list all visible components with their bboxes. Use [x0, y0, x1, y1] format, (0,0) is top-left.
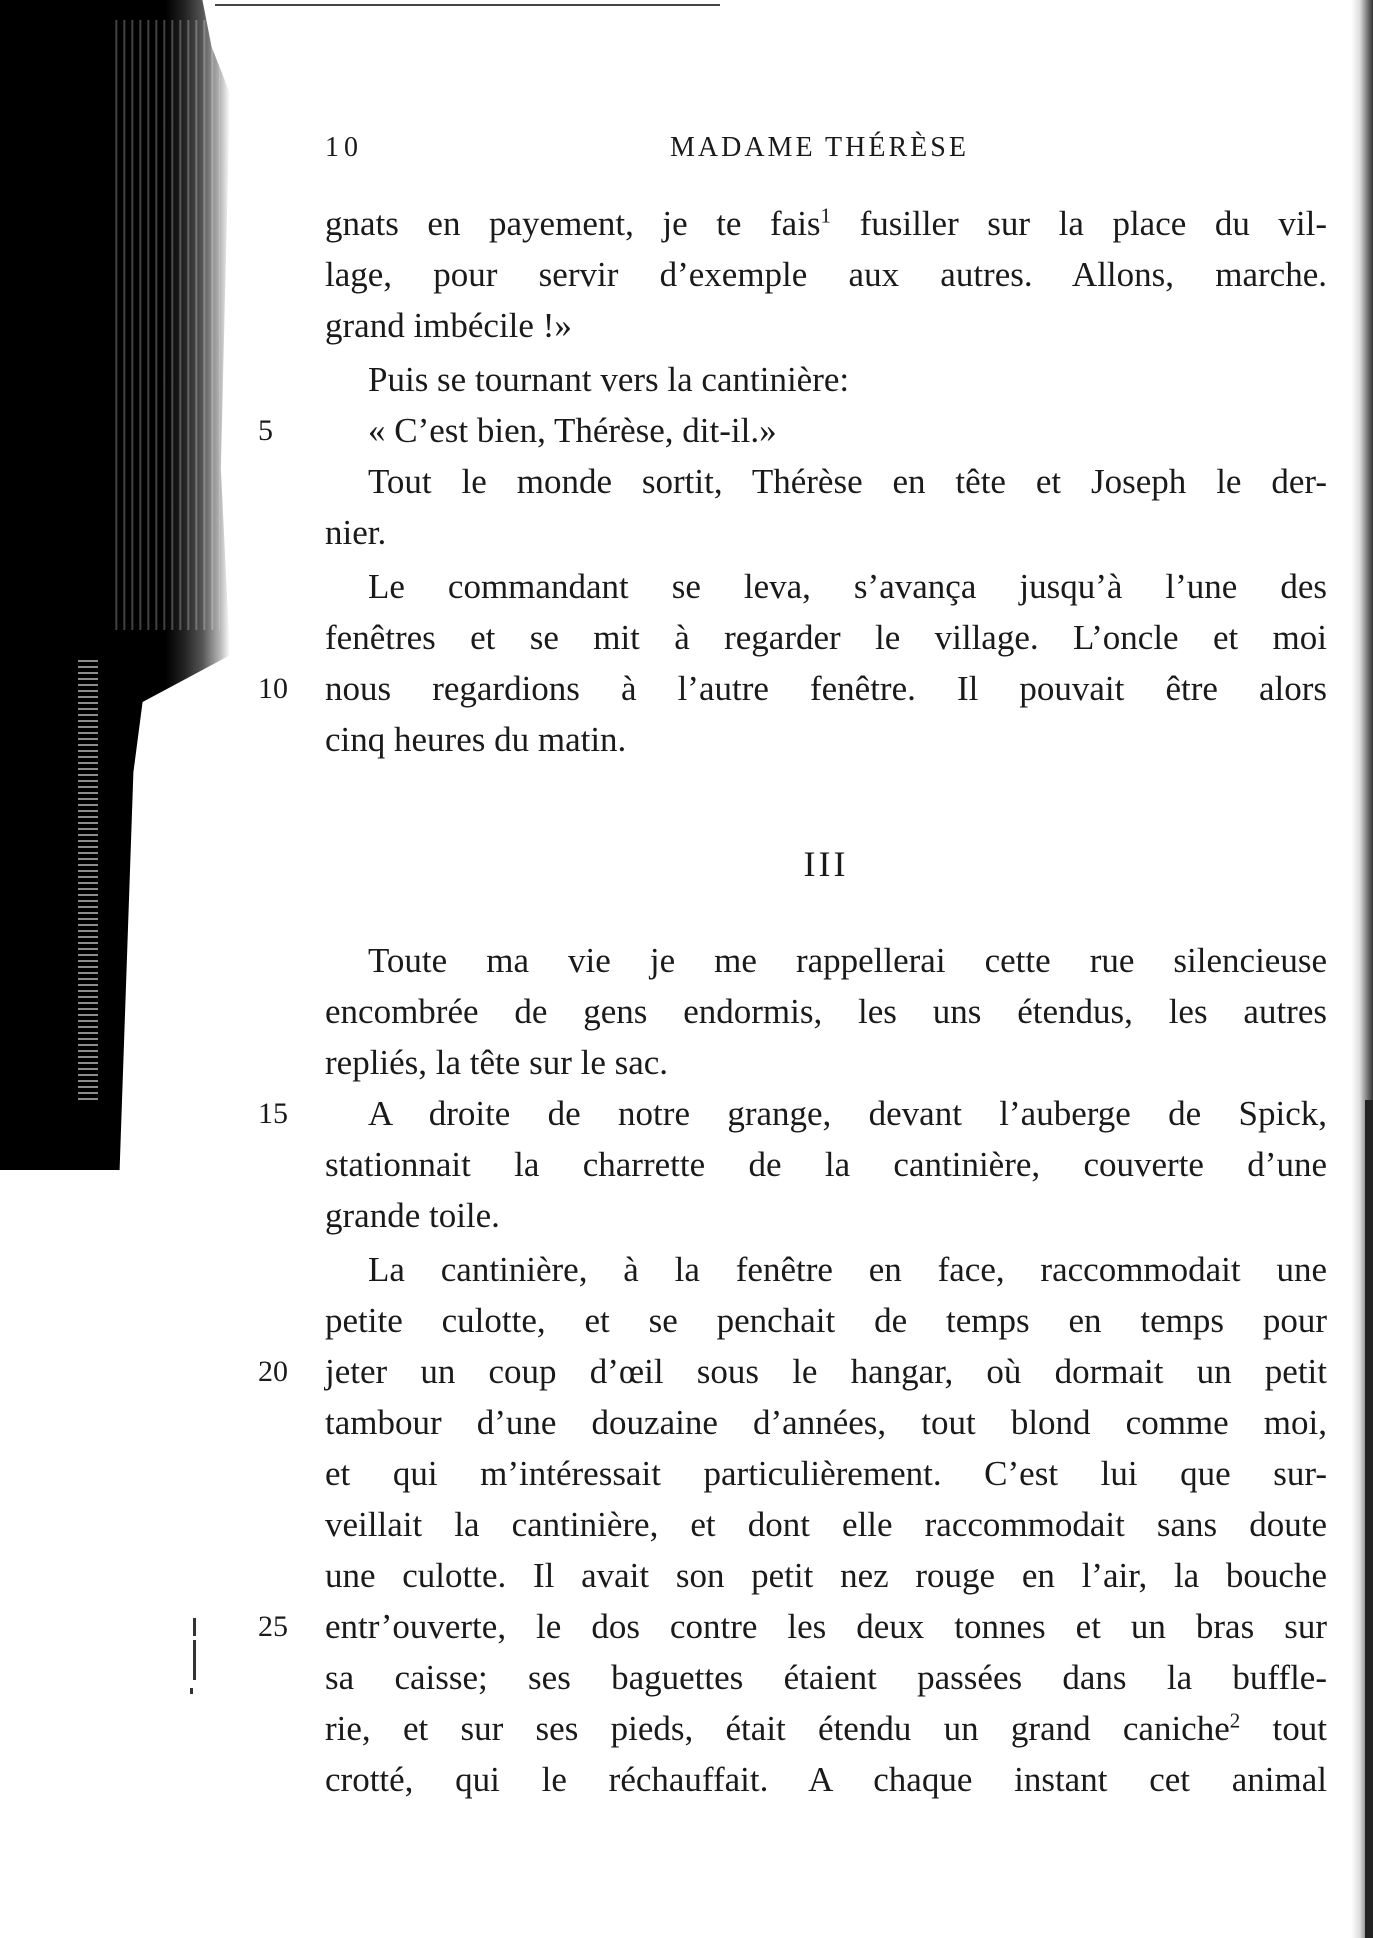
- text-line: stationnait la charrette de la cantinière, couverte d’une: [325, 1145, 1327, 1184]
- text-line: gnats en payement, je te fais$^1$ fusiller sur la place du vil-: [325, 203, 1327, 243]
- text-line: 15 A droite de notre grange, devant l’auberge de Spick,: [325, 1088, 1327, 1139]
- text-line: et qui m’intéressait particulièrement. C’est lui que sur-: [325, 1454, 1327, 1493]
- text-line: Toute ma vie je me rappellerai cette rue silencieuse: [368, 941, 1327, 980]
- page-number: 10: [325, 132, 363, 163]
- text-line: La cantinière, à la fenêtre en face, raccommodait une: [368, 1250, 1327, 1289]
- text-line: grande toile.: [325, 1196, 500, 1235]
- scan-specks: [190, 1618, 200, 1718]
- text-line: sa caisse; ses baguettes étaient passées dans la buffle-: [325, 1658, 1327, 1697]
- scan-right-edge-dark: [1365, 1100, 1373, 1938]
- line-number: 25: [258, 1610, 288, 1643]
- line-number: 10: [258, 672, 288, 705]
- text-line: grand imbécile !»: [325, 306, 572, 345]
- running-title: MADAME THÉRÈSE: [670, 132, 969, 163]
- text-line: 20 jeter un coup d’œil sous le hangar, où dormait un petit: [325, 1346, 1327, 1397]
- text-line: une culotte. Il avait son petit nez rouge en l’air, la bouche: [325, 1556, 1327, 1595]
- scan-spine-dots: [78, 660, 98, 1100]
- line-number: 15: [258, 1097, 288, 1130]
- text-line: encombrée de gens endormis, les uns étendus, les autres: [325, 992, 1327, 1031]
- text-line: fenêtres et se mit à regarder le village. L’oncle et moi: [325, 618, 1327, 657]
- text-line: veillait la cantinière, et dont elle raccommodait sans doute: [325, 1505, 1327, 1544]
- line-number: 5: [258, 414, 273, 447]
- running-head: [325, 132, 1327, 172]
- text-line: crotté, qui le réchauffait. A chaque instant cet animal: [325, 1760, 1327, 1799]
- text-line: Le commandant se leva, s’avança jusqu’à l’une des: [368, 567, 1327, 606]
- text-line: 25 entr’ouverte, le dos contre les deux tonnes et un bras sur: [325, 1601, 1327, 1652]
- text-line: tambour d’une douzaine d’années, tout blond comme moi,: [325, 1403, 1327, 1442]
- scan-top-rule: [215, 4, 720, 6]
- scan-spine-stripes: [110, 20, 220, 630]
- text-line: Tout le monde sortit, Thérèse en tête et Joseph le der-: [368, 462, 1327, 501]
- text-line: 5 « C’est bien, Thérèse, dit-il.»: [325, 405, 1327, 456]
- footnote-marker: 1: [820, 203, 832, 228]
- text-line: 10 nous regardions à l’autre fenêtre. Il pouvait être alors: [325, 663, 1327, 714]
- text-line: rie, et sur ses pieds, était étendu un grand caniche$^2$ tout: [325, 1708, 1327, 1748]
- line-number: 20: [258, 1355, 288, 1388]
- text-line: cinq heures du matin.: [325, 720, 627, 759]
- text-line: nier.: [325, 513, 387, 552]
- text-line: Puis se tournant vers la cantinière:: [368, 360, 850, 399]
- text-block: [258, 198, 1327, 1805]
- text-line: repliés, la tête sur le sac.: [325, 1043, 669, 1082]
- text-line: petite culotte, et se penchait de temps en temps pour: [325, 1301, 1327, 1340]
- chapter-heading: III: [803, 844, 849, 884]
- text-line: lage, pour servir d’exemple aux autres. Allons, marche.: [325, 255, 1327, 294]
- footnote-marker: 2: [1229, 1708, 1241, 1733]
